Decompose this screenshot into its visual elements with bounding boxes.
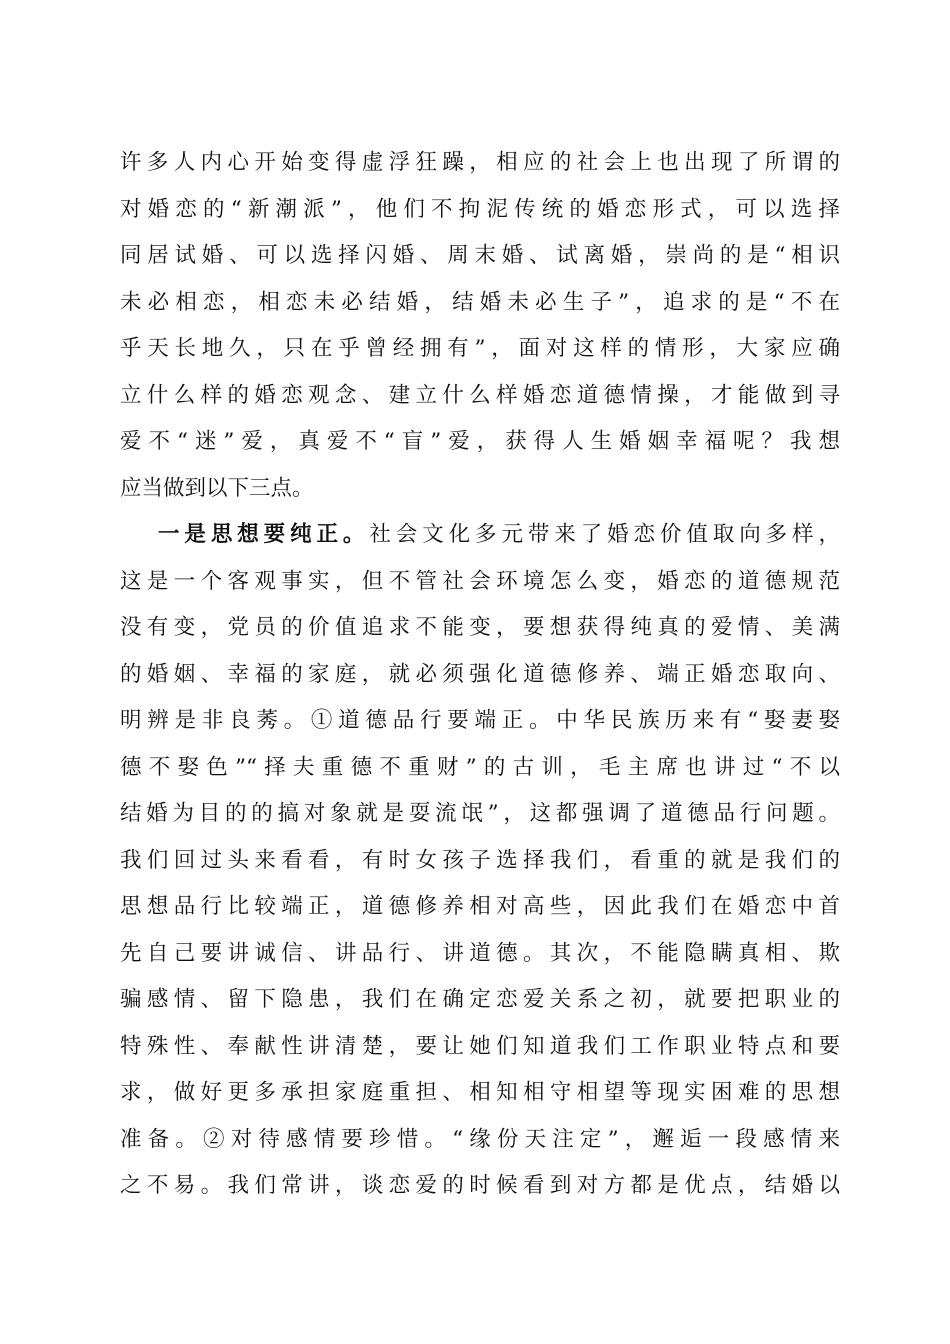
text-line: 德不娶色”“择夫重德不重财”的古训，毛主席也讲过“不以: [120, 754, 840, 780]
section-heading: 一是思想要纯正。: [158, 522, 370, 547]
text-line: 之不易。我们常讲，谈恋爱的时候看到对方都是优点，结婚以: [120, 1173, 840, 1198]
text-line: 许多人内心开始变得虚浮狂躁，相应的社会上也出现了所谓的: [120, 150, 840, 175]
text-line: 这是一个客观事实，但不管社会环境怎么变，婚恋的道德规范: [120, 568, 840, 594]
text-line: 爱不“迷”爱，真爱不“盲”爱，获得人生婚姻幸福呢？我想: [120, 429, 840, 454]
text-line-first: [120, 512, 840, 559]
body-text: [120, 140, 840, 1210]
text-line: 准备。②对待感情要珍惜。“缘份天注定”，邂逅一段感情来: [120, 1126, 840, 1152]
text-line: 我们回过头来看看，有时女孩子选择我们，看重的就是我们的: [120, 847, 840, 873]
text-line: 特殊性、奉献性讲清楚，要让她们知道我们工作职业特点和要: [120, 1033, 840, 1059]
text-line: 立什么样的婚恋观念、建立什么样婚恋道德情操，才能做到寻: [120, 382, 840, 408]
text-line: 未必相恋，相恋未必结婚，结婚未必生子”，追求的是“不在: [120, 289, 840, 315]
text-line: 骗感情、留下隐患，我们在确定恋爱关系之初，就要把职业的: [120, 987, 840, 1012]
text-line: 同居试婚、可以选择闪婚、周末婚、试离婚，崇尚的是“相识: [120, 243, 840, 268]
text-line: 先自己要讲诚信、讲品行、讲道德。其次，不能隐瞒真相、欺: [120, 940, 840, 966]
text-line: 应当做到以下三点。: [120, 475, 314, 501]
text-line: 没有变，党员的价值追求不能变，要想获得纯真的爱情、美满: [120, 615, 840, 640]
text-line: 明辨是非良莠。①道德品行要端正。中华民族历来有“娶妻娶: [120, 708, 840, 733]
paragraph-marriage-trends: [120, 140, 840, 512]
text-line: 对婚恋的“新潮派”，他们不拘泥传统的婚恋形式，可以选择: [120, 196, 840, 222]
text-run: 社会文化多元带来了婚恋价值取向多样，: [369, 522, 840, 547]
text-line: 结婚为目的的搞对象就是耍流氓”，这都强调了道德品行问题。: [120, 801, 840, 826]
paragraph-pure-thinking: [120, 512, 840, 1210]
text-line: 求，做好更多承担家庭重担、相知相守相望等现实困难的思想: [120, 1080, 840, 1105]
text-line: 的婚姻、幸福的家庭，就必须强化道德修养、端正婚恋取向、: [120, 661, 840, 687]
text-line: 思想品行比较端正，道德修养相对高些，因此我们在婚恋中首: [120, 894, 840, 919]
text-line: 乎天长地久，只在乎曾经拥有”，面对这样的情形，大家应确: [120, 336, 840, 361]
